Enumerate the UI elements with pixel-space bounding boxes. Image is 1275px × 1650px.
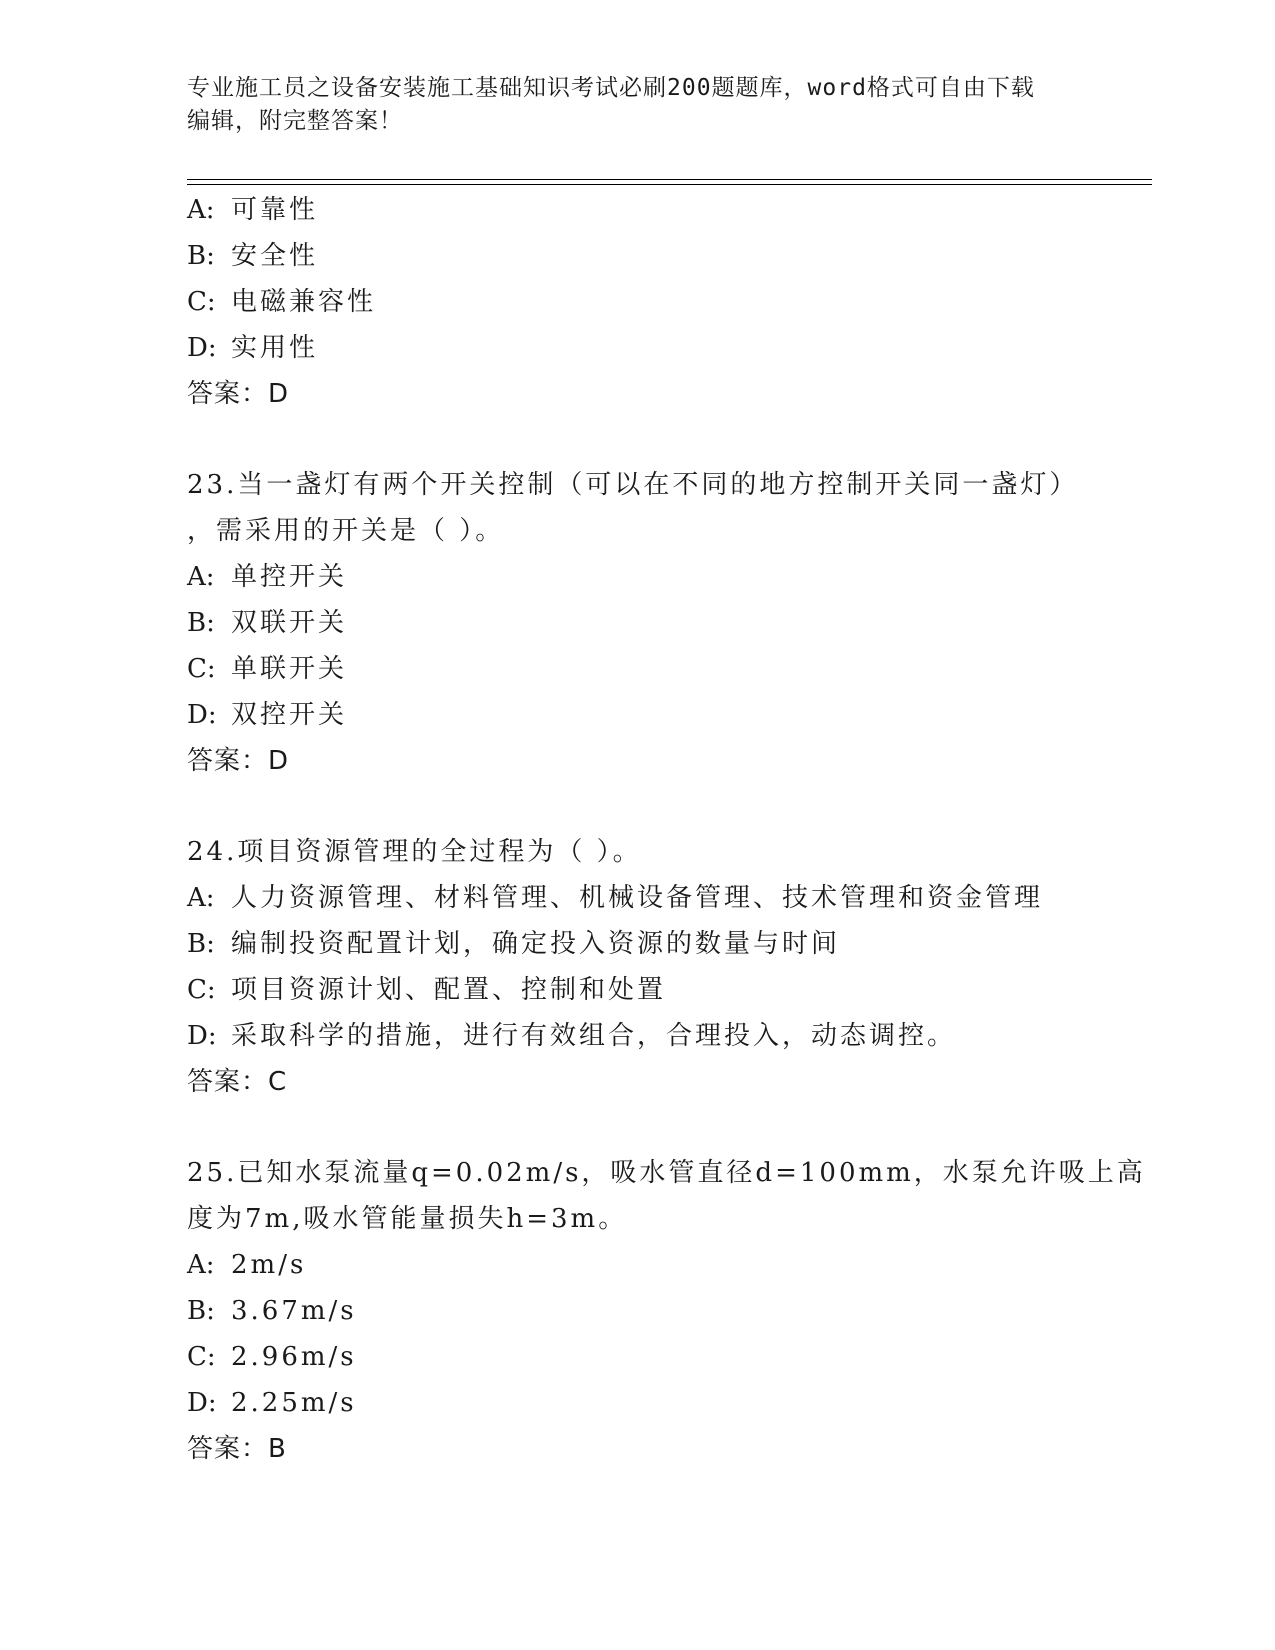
option-letter: A: xyxy=(187,195,215,225)
option-letter: D: xyxy=(187,700,217,730)
header-line-1: 专业施工员之设备安装施工基础知识考试必刷200题题库，word格式可自由下载 xyxy=(187,75,1035,101)
option-a xyxy=(187,875,1087,921)
option-d xyxy=(187,325,1087,371)
option-text: 电磁兼容性 xyxy=(231,287,377,317)
answer: 答案：D xyxy=(187,746,290,776)
option-text: 人力资源管理、材料管理、机械设备管理、技术管理和资金管理 xyxy=(231,883,1044,913)
option-text: 双联开关 xyxy=(231,608,348,638)
option-text: 实用性 xyxy=(231,333,319,363)
question-25 xyxy=(187,1150,1146,1472)
question-text: 23.当一盏灯有两个开关控制（可以在不同的地方控制开关同一盏灯） xyxy=(187,470,1079,500)
option-letter: A: xyxy=(187,883,215,913)
option-text: 安全性 xyxy=(231,241,319,271)
option-letter: C: xyxy=(187,1342,216,1372)
header-line-2: 编辑，附完整答案！ xyxy=(187,108,403,134)
option-c xyxy=(187,646,1087,692)
option-letter: C: xyxy=(187,654,216,684)
option-letter: D: xyxy=(187,1021,217,1051)
question-22 xyxy=(187,187,1087,417)
option-letter: A: xyxy=(187,1250,215,1280)
header-divider-top xyxy=(187,179,1152,180)
question-text: 24.项目资源管理的全过程为（ ）。 xyxy=(187,837,642,867)
question-text: 度为7m,吸水管能量损失h=3m。 xyxy=(187,1204,628,1234)
option-letter: A: xyxy=(187,562,215,592)
option-text: 采取科学的措施，进行有效组合，合理投入，动态调控。 xyxy=(231,1021,957,1051)
answer: 答案：C xyxy=(187,1067,288,1097)
option-letter: D: xyxy=(187,1388,217,1418)
option-letter: B: xyxy=(187,608,215,638)
question-24 xyxy=(187,829,1087,1105)
option-letter: B: xyxy=(187,1296,215,1326)
option-letter: B: xyxy=(187,241,215,271)
option-letter: B: xyxy=(187,929,215,959)
option-text: 双控开关 xyxy=(231,700,348,730)
option-text: 2.96m/s xyxy=(231,1342,357,1372)
question-text: ，需采用的开关是（ ）。 xyxy=(187,516,505,546)
option-letter: C: xyxy=(187,975,216,1005)
option-a xyxy=(187,1242,1087,1288)
question-text: 25.已知水泵流量q=0.02m/s，吸水管直径d=100mm，水泵允许吸上高 xyxy=(187,1158,1146,1188)
option-text: 项目资源计划、配置、控制和处置 xyxy=(231,975,667,1005)
option-text: 2m/s xyxy=(231,1250,307,1280)
option-b xyxy=(187,1288,1087,1334)
option-d xyxy=(187,1013,1087,1059)
option-text: 编制投资配置计划，确定投入资源的数量与时间 xyxy=(231,929,841,959)
option-d xyxy=(187,692,1087,738)
question-23 xyxy=(187,462,1087,784)
option-text: 单联开关 xyxy=(231,654,348,684)
option-c xyxy=(187,1334,1087,1380)
option-b xyxy=(187,921,1087,967)
option-text: 2.25m/s xyxy=(231,1388,357,1418)
option-text: 3.67m/s xyxy=(231,1296,357,1326)
option-letter: C: xyxy=(187,287,216,317)
option-letter: D: xyxy=(187,333,217,363)
option-b xyxy=(187,600,1087,646)
header-divider-bottom xyxy=(187,184,1152,185)
option-b xyxy=(187,233,1087,279)
document-header xyxy=(187,72,1087,138)
answer: 答案：B xyxy=(187,1434,287,1464)
option-c xyxy=(187,967,1087,1013)
option-c xyxy=(187,279,1087,325)
answer: 答案：D xyxy=(187,379,290,409)
option-d xyxy=(187,1380,1087,1426)
question-content xyxy=(187,187,1146,1472)
option-text: 单控开关 xyxy=(231,562,348,592)
option-a xyxy=(187,187,1087,233)
option-text: 可靠性 xyxy=(231,195,319,225)
option-a xyxy=(187,554,1087,600)
